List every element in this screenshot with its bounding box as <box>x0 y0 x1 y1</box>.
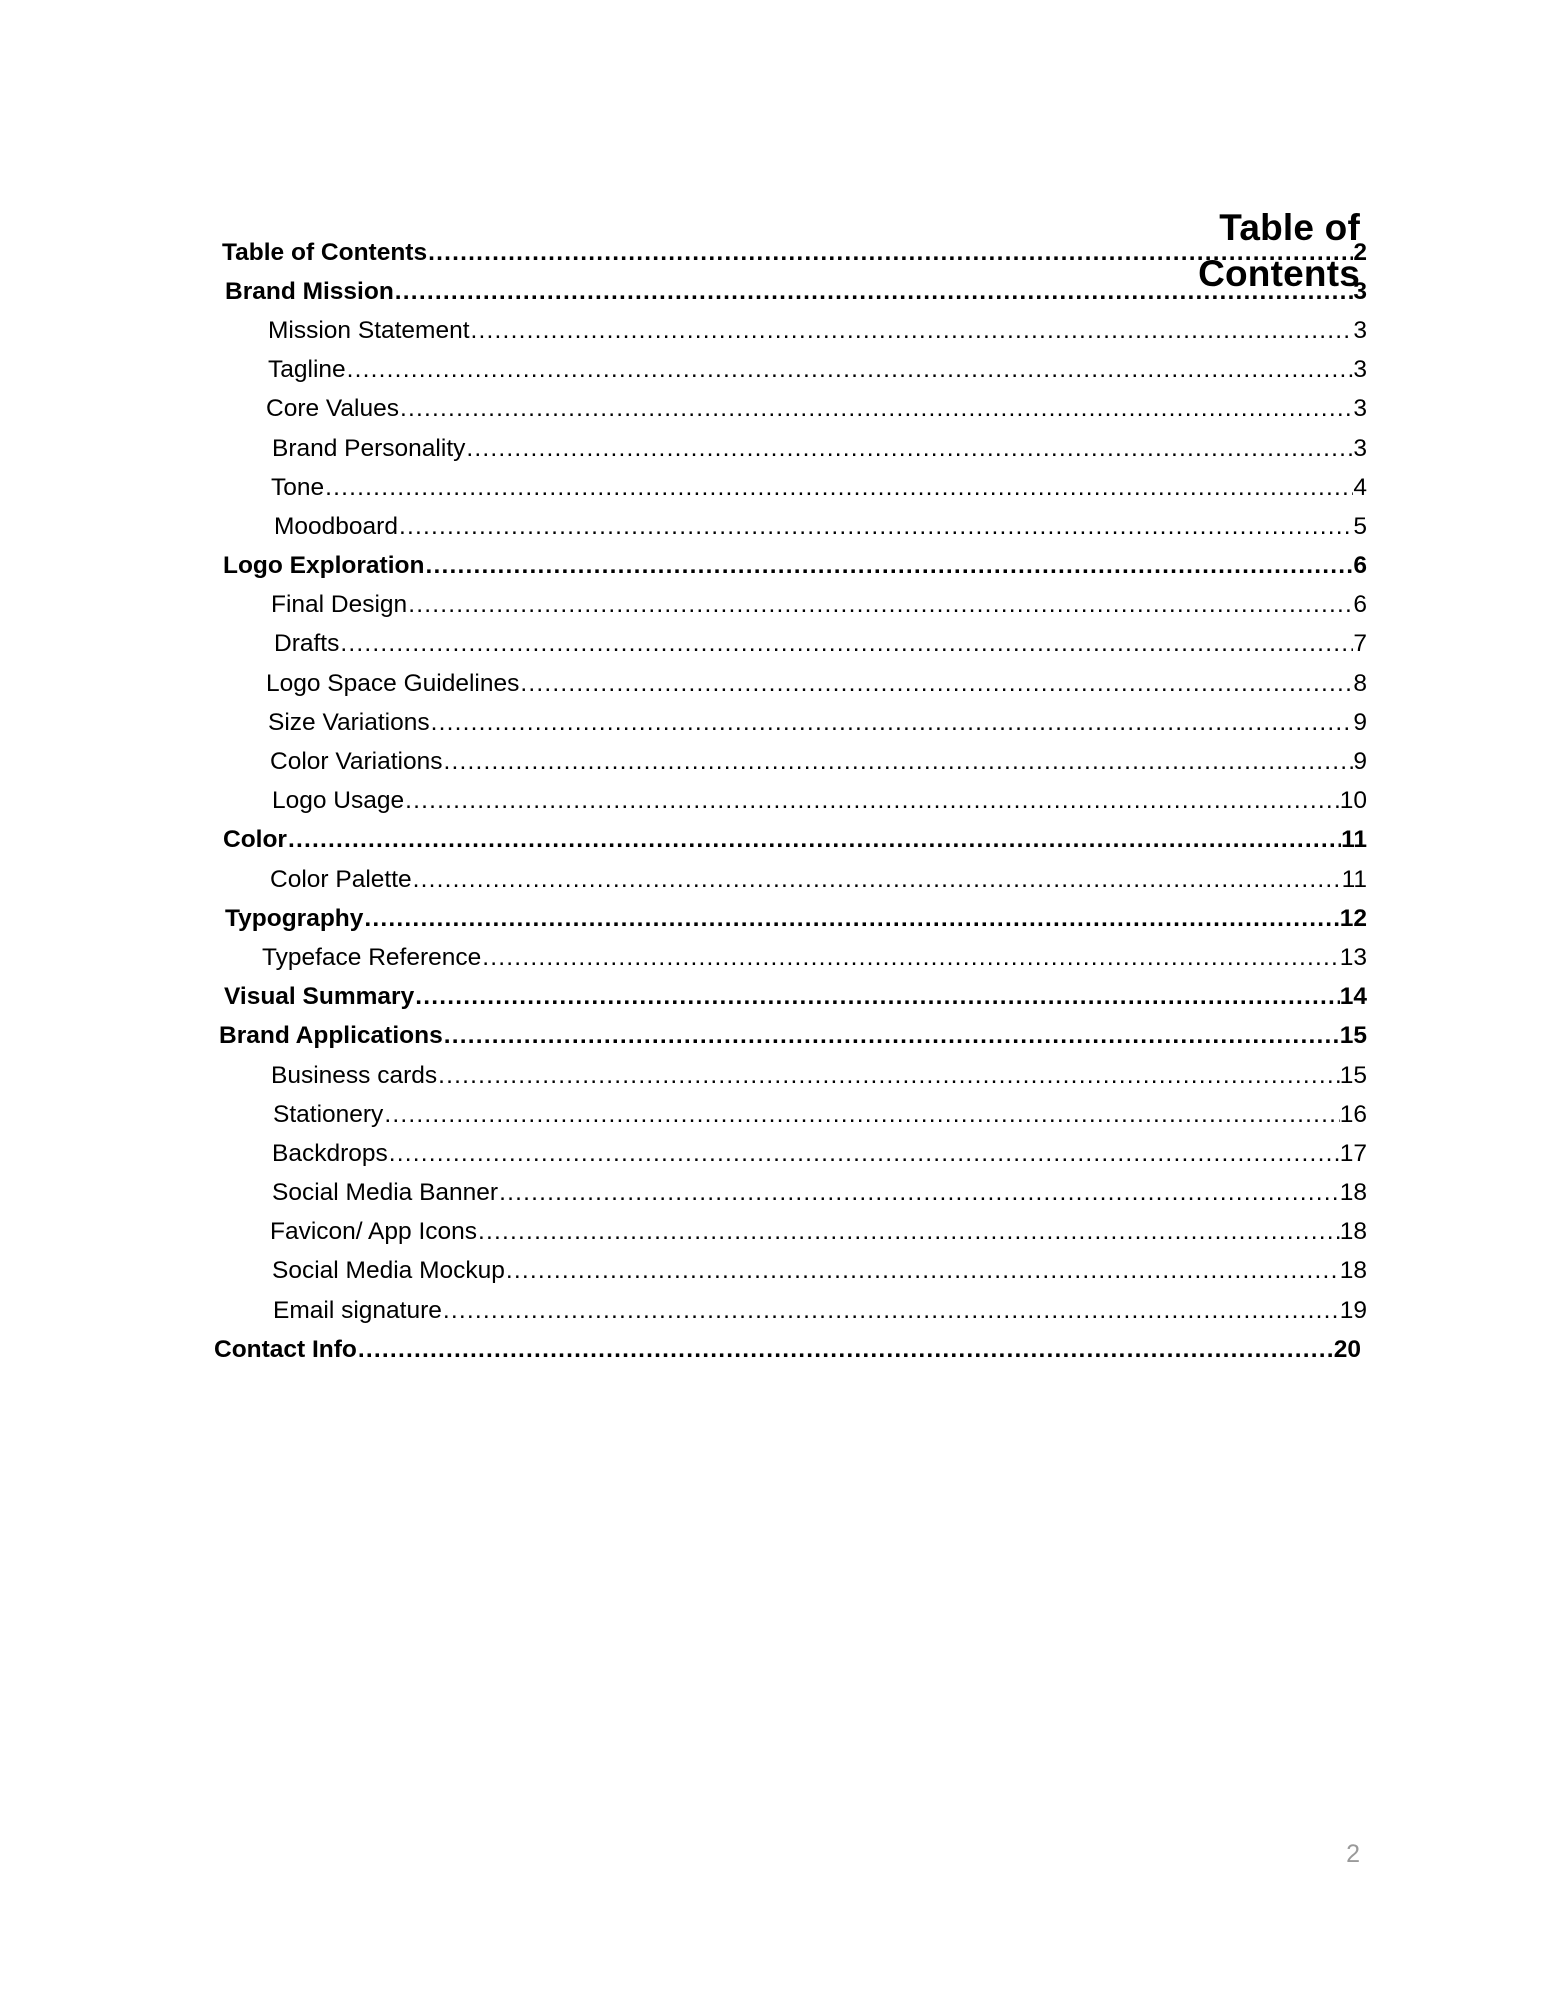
toc-dot-leader <box>444 1022 1340 1050</box>
toc-entry[interactable] <box>0 1174 1545 1213</box>
toc-entry-page: 3 <box>1353 356 1367 384</box>
toc-entry[interactable] <box>0 547 1545 586</box>
toc-dot-leader <box>408 591 1353 619</box>
toc-entry[interactable] <box>0 625 1545 664</box>
toc-dot-leader <box>471 317 1354 345</box>
toc-entry-page: 3 <box>1353 316 1367 344</box>
toc-entry-page: 19 <box>1339 1296 1367 1324</box>
toc-dot-leader <box>506 1257 1340 1285</box>
toc-dot-leader <box>431 709 1354 737</box>
toc-entry-label: Email signature <box>273 1296 442 1324</box>
toc-entry-page: 7 <box>1353 630 1367 658</box>
toc-entry[interactable] <box>0 1252 1545 1291</box>
toc-dot-leader <box>425 552 1353 580</box>
toc-dot-leader <box>478 1218 1340 1246</box>
toc-entry-label: Brand Applications <box>219 1022 443 1050</box>
toc-entry-label: Color <box>223 826 287 854</box>
toc-dot-leader <box>443 748 1353 776</box>
toc-dot-leader <box>384 1101 1339 1129</box>
toc-entry-label: Tagline <box>268 356 346 384</box>
toc-entry-page: 10 <box>1339 787 1367 815</box>
toc-entry[interactable] <box>0 703 1545 742</box>
toc-dot-leader <box>325 474 1353 502</box>
toc-entry-page: 11 <box>1341 826 1367 854</box>
toc-entry[interactable] <box>0 1213 1545 1252</box>
toc-entry[interactable] <box>0 1095 1545 1134</box>
toc-dot-leader <box>520 670 1353 698</box>
toc-entry[interactable] <box>0 586 1545 625</box>
toc-entry-page: 9 <box>1353 708 1367 736</box>
toc-dot-leader <box>400 395 1353 423</box>
toc-entry-label: Drafts <box>274 630 340 658</box>
toc-entry-label: Favicon/ App Icons <box>270 1218 478 1246</box>
toc-entry-label: Final Design <box>271 591 408 619</box>
toc-entry-page: 3 <box>1353 395 1367 423</box>
toc-entry-label: Core Values <box>266 395 400 423</box>
toc-dot-leader <box>399 513 1353 541</box>
toc-entry-page: 14 <box>1339 983 1367 1011</box>
toc-entry-page: 2 <box>1353 238 1367 266</box>
toc-entry-label: Backdrops <box>272 1139 388 1167</box>
toc-entry-label: Social Media Banner <box>272 1179 499 1207</box>
toc-entry-page: 3 <box>1353 434 1367 462</box>
toc-entry[interactable] <box>0 429 1545 468</box>
toc-dot-leader <box>438 1062 1340 1090</box>
toc-entry[interactable] <box>0 1017 1545 1056</box>
toc-entry[interactable] <box>0 311 1545 350</box>
toc-entry[interactable] <box>0 351 1545 390</box>
page-number: 2 <box>1346 1840 1360 1868</box>
toc-entry[interactable] <box>0 507 1545 546</box>
toc-entry-label: Table of Contents <box>222 238 428 266</box>
table-of-contents <box>0 233 1545 1369</box>
toc-dot-leader <box>443 1297 1340 1325</box>
toc-dot-leader <box>499 1179 1340 1207</box>
toc-entry-page: 20 <box>1333 1335 1361 1363</box>
toc-entry-label: Size Variations <box>268 708 430 736</box>
toc-dot-leader <box>405 787 1340 815</box>
toc-dot-leader <box>413 866 1342 894</box>
toc-entry-page: 3 <box>1353 277 1367 305</box>
toc-entry-page: 12 <box>1339 904 1367 932</box>
toc-dot-leader <box>347 356 1354 384</box>
toc-entry-page: 18 <box>1339 1218 1367 1246</box>
toc-entry[interactable] <box>0 390 1545 429</box>
toc-entry-page: 9 <box>1353 748 1367 776</box>
toc-entry-label: Brand Personality <box>272 434 466 462</box>
toc-entry-label: Tone <box>271 473 325 501</box>
toc-entry-label: Contact Info <box>214 1335 357 1363</box>
toc-entry-label: Social Media Mockup <box>272 1257 505 1285</box>
toc-dot-leader <box>395 278 1354 306</box>
toc-entry[interactable] <box>0 664 1545 703</box>
toc-entry-page: 15 <box>1339 1022 1367 1050</box>
toc-entry-label: Mission Statement <box>268 316 470 344</box>
toc-entry-label: Typeface Reference <box>262 943 482 971</box>
toc-entry-label: Moodboard <box>274 512 398 540</box>
toc-entry[interactable] <box>0 860 1545 899</box>
toc-dot-leader <box>288 826 1341 854</box>
toc-entry-label: Stationery <box>273 1100 384 1128</box>
toc-entry-label: Brand Mission <box>225 277 394 305</box>
toc-entry-label: Logo Exploration <box>223 552 425 580</box>
toc-entry-label: Logo Usage <box>272 787 405 815</box>
toc-dot-leader <box>389 1140 1340 1168</box>
toc-dot-leader <box>340 630 1353 658</box>
toc-entry-page: 18 <box>1339 1179 1367 1207</box>
toc-entry[interactable] <box>0 1134 1545 1173</box>
page-title: Table of Contents <box>1198 206 1360 294</box>
toc-entry[interactable] <box>0 468 1545 507</box>
toc-entry-page: 16 <box>1339 1100 1367 1128</box>
toc-entry[interactable] <box>0 782 1545 821</box>
toc-entry[interactable] <box>0 233 1545 272</box>
toc-entry[interactable] <box>0 899 1545 938</box>
toc-entry-label: Visual Summary <box>224 983 415 1011</box>
toc-entry[interactable] <box>0 1291 1545 1330</box>
toc-entry-page: 15 <box>1339 1061 1367 1089</box>
toc-dot-leader <box>482 944 1339 972</box>
toc-entry-page: 11 <box>1341 865 1367 893</box>
toc-entry[interactable] <box>0 742 1545 781</box>
toc-entry-label: Typography <box>225 904 364 932</box>
toc-entry-page: 13 <box>1339 943 1367 971</box>
toc-entry[interactable] <box>0 978 1545 1017</box>
toc-entry-page: 6 <box>1353 591 1367 619</box>
toc-entry-label: Color Variations <box>270 748 443 776</box>
toc-entry-label: Logo Space Guidelines <box>266 669 520 697</box>
toc-dot-leader <box>466 435 1353 463</box>
toc-entry-page: 18 <box>1339 1257 1367 1285</box>
toc-dot-leader <box>415 983 1340 1011</box>
toc-entry[interactable] <box>0 938 1545 977</box>
toc-entry-label: Color Palette <box>270 865 412 893</box>
toc-entry-page: 4 <box>1353 473 1367 501</box>
toc-entry[interactable] <box>0 272 1545 311</box>
toc-entry[interactable] <box>0 1056 1545 1095</box>
toc-dot-leader <box>428 239 1353 267</box>
toc-entry[interactable] <box>0 1330 1545 1369</box>
toc-dot-leader <box>358 1336 1334 1364</box>
toc-entry-page: 17 <box>1339 1139 1367 1167</box>
toc-entry-page: 6 <box>1353 552 1367 580</box>
toc-dot-leader <box>364 905 1339 933</box>
toc-entry-page: 8 <box>1353 669 1367 697</box>
toc-entry-label: Business cards <box>271 1061 438 1089</box>
toc-entry[interactable] <box>0 821 1545 860</box>
toc-entry-page: 5 <box>1353 512 1367 540</box>
